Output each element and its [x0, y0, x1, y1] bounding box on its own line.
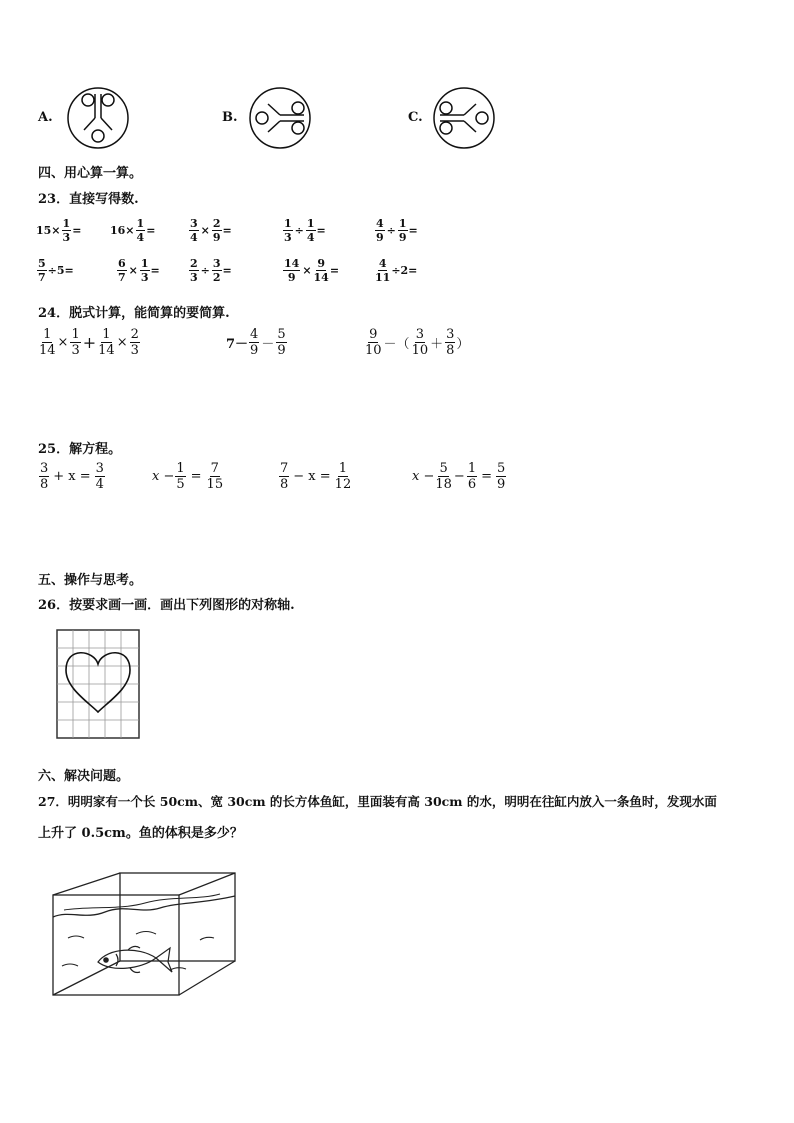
q23-r2c5: $\frac{4}{11}$ ÷2= [375, 257, 418, 284]
option-a-figure [66, 86, 130, 150]
section5-title: 五、操作与思考。 [38, 573, 143, 588]
q24-expr-2: 7－ $\frac{4}{9}$ － $\frac{5}{9}$ [226, 327, 286, 358]
q23-r1c2: 16× $\frac{1}{4}$ = [110, 217, 156, 244]
q25-eq-2: x − $\frac{1}{5}$ = $\frac{7}{15}$ [152, 461, 224, 492]
q25-eq-1: $\frac{3}{8}$ + x = $\frac{3}{4}$ [40, 461, 104, 492]
section4-title: 四、用心算一算。 [38, 166, 143, 181]
q23-r2c3: $\frac{2}{3}$ ÷ $\frac{3}{2}$ = [190, 257, 232, 284]
q23-r1c4: $\frac{1}{3}$ ÷ $\frac{1}{4}$ = [284, 217, 326, 244]
option-c-figure [432, 86, 496, 150]
fish-tank-figure [50, 870, 240, 1000]
heart-grid-figure [54, 628, 144, 742]
q26-title: 26．按要求画一画．画出下列图形的对称轴. [38, 598, 295, 613]
q27-line-2: 上升了 0.5cm。鱼的体积是多少？ [38, 826, 243, 841]
q25-title: 25．解方程。 [38, 442, 122, 457]
q23-r2c4: $\frac{14}{9}$ × $\frac{9}{14}$ = [284, 257, 340, 284]
section6-title: 六、解决问题。 [38, 769, 130, 784]
q25-eq-4: x − $\frac{5}{18}$ − $\frac{1}{6}$ = $\frac{5}{9}$ [412, 461, 506, 492]
q27-line-1: 27．明明家有一个长 50cm、宽 30cm 的长方体鱼缸，里面装有高 30cm 的水，明明在往缸内放入一条鱼时，发现水面 [38, 794, 717, 809]
q23-r1c5: $\frac{4}{9}$ ÷ $\frac{1}{9}$ = [376, 217, 418, 244]
q23-r2c2: $\frac{6}{7}$ × $\frac{1}{3}$ = [118, 257, 160, 284]
q23-r2c1: $\frac{5}{7}$ ÷5= [38, 257, 74, 284]
heart-shape [66, 653, 130, 712]
option-c-label: C. [408, 110, 423, 125]
fish-icon [98, 946, 172, 972]
q24-expr-3: $\frac{9}{10}$ －（ $\frac{3}{10}$ ＋ $\frac{3}{8}$ ） [365, 327, 470, 358]
option-b-figure [248, 86, 312, 150]
q23-title: 23．直接写得数. [38, 192, 139, 207]
q23-r1c3: $\frac{3}{4}$ × $\frac{2}{9}$ = [190, 217, 232, 244]
q24-title: 24．脱式计算，能简算的要简算. [38, 306, 230, 321]
option-a-label: A. [38, 110, 53, 125]
q23-r1c1: 15× $\frac{1}{3}$ = [36, 217, 82, 244]
q24-expr-1: $\frac{1}{14}$ × $\frac{1}{3}$ + $\frac{1}{14}$ × $\frac{2}{3}$ [39, 327, 139, 358]
q25-eq-3: $\frac{7}{8}$ − x = $\frac{1}{12}$ [280, 461, 352, 492]
option-b-label: B. [222, 110, 238, 125]
